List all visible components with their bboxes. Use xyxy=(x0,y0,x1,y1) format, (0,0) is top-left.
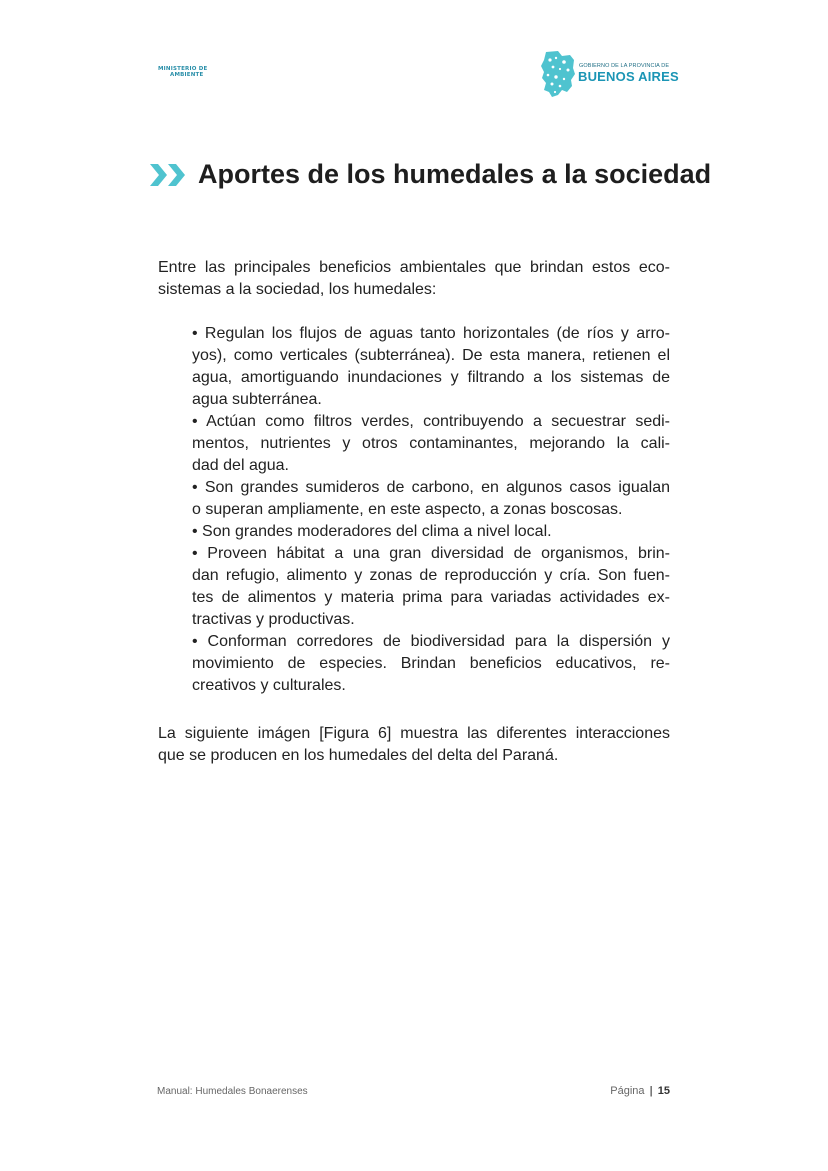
page-title: Aportes de los humedales a la sociedad xyxy=(198,159,712,189)
list-item xyxy=(192,411,670,477)
province-gov-line: GOBIERNO DE LA PROVINCIA DE xyxy=(579,63,670,69)
intro-paragraph xyxy=(158,257,670,301)
list-item xyxy=(192,521,670,543)
footer-manual-title: Manual: Humedales Bonaerenses xyxy=(157,1086,308,1097)
benefits-list xyxy=(192,323,670,697)
footer-page-number xyxy=(610,1085,670,1097)
page-separator: | xyxy=(649,1085,653,1097)
list-item-line: • Conforman corredores de biodiversidad para la dispersión y xyxy=(192,633,670,650)
list-item-line: • Actúan como filtros verdes, contribuyendo a secuestrar sedi- xyxy=(192,413,670,430)
list-item-line: • Son grandes sumideros de carbono, en algunos casos igualan xyxy=(192,479,670,496)
list-item-line: tes de alimentos y materia prima para variadas actividades ex- xyxy=(192,589,670,606)
province-name: BUENOS AIRES xyxy=(578,69,679,84)
intro-line: Entre las principales beneficios ambientales que brindan estos eco- xyxy=(158,259,670,276)
list-item-line: agua, amortiguando inundaciones y filtrando a los sistemas de xyxy=(192,369,670,386)
list-item-line: o superan ampliamente, en este aspecto, a zonas boscosas. xyxy=(192,501,623,518)
list-item-line: yos), como verticales (subterránea). De esta manera, retienen el xyxy=(192,347,670,364)
page-label: Página xyxy=(610,1085,645,1097)
list-item-line: • Son grandes moderadores del clima a nivel local. xyxy=(192,523,552,540)
list-item-line: dad del agua. xyxy=(192,457,289,474)
list-item xyxy=(192,323,670,411)
ministry-logo-line2: AMBIENTE xyxy=(170,72,204,78)
double-chevron-icon xyxy=(150,162,188,188)
list-item-line: dan refugio, alimento y zonas de reproducción y cría. Son fuen- xyxy=(192,567,670,584)
list-item-line: agua subterránea. xyxy=(192,391,322,408)
list-item xyxy=(192,631,670,697)
closing-paragraph xyxy=(158,723,670,767)
province-logo xyxy=(540,50,680,98)
page-number: 15 xyxy=(657,1085,670,1097)
closing-line: que se producen en los humedales del delta del Paraná. xyxy=(158,747,559,764)
list-item xyxy=(192,477,670,521)
ministry-logo xyxy=(158,66,207,78)
list-item-line: creativos y culturales. xyxy=(192,677,346,694)
list-item-line: • Proveen hábitat a una gran diversidad de organismos, brin- xyxy=(192,545,670,562)
closing-line: La siguiente imágen [Figura 6] muestra las diferentes interacciones xyxy=(158,725,670,742)
list-item-line: tractivas y productivas. xyxy=(192,611,355,628)
list-item xyxy=(192,543,670,631)
intro-line: sistemas a la sociedad, los humedales: xyxy=(158,281,437,298)
list-item-line: mentos, nutrientes y otros contaminantes, mejorando la cali- xyxy=(192,435,670,452)
list-item-line: • Regulan los flujos de aguas tanto horizontales (de ríos y arro- xyxy=(192,325,670,342)
list-item-line: movimiento de especies. Brindan beneficios educativos, re- xyxy=(192,655,670,672)
ministry-logo-line1: MINISTERIO DE xyxy=(158,66,208,72)
province-map-icon xyxy=(540,50,576,98)
